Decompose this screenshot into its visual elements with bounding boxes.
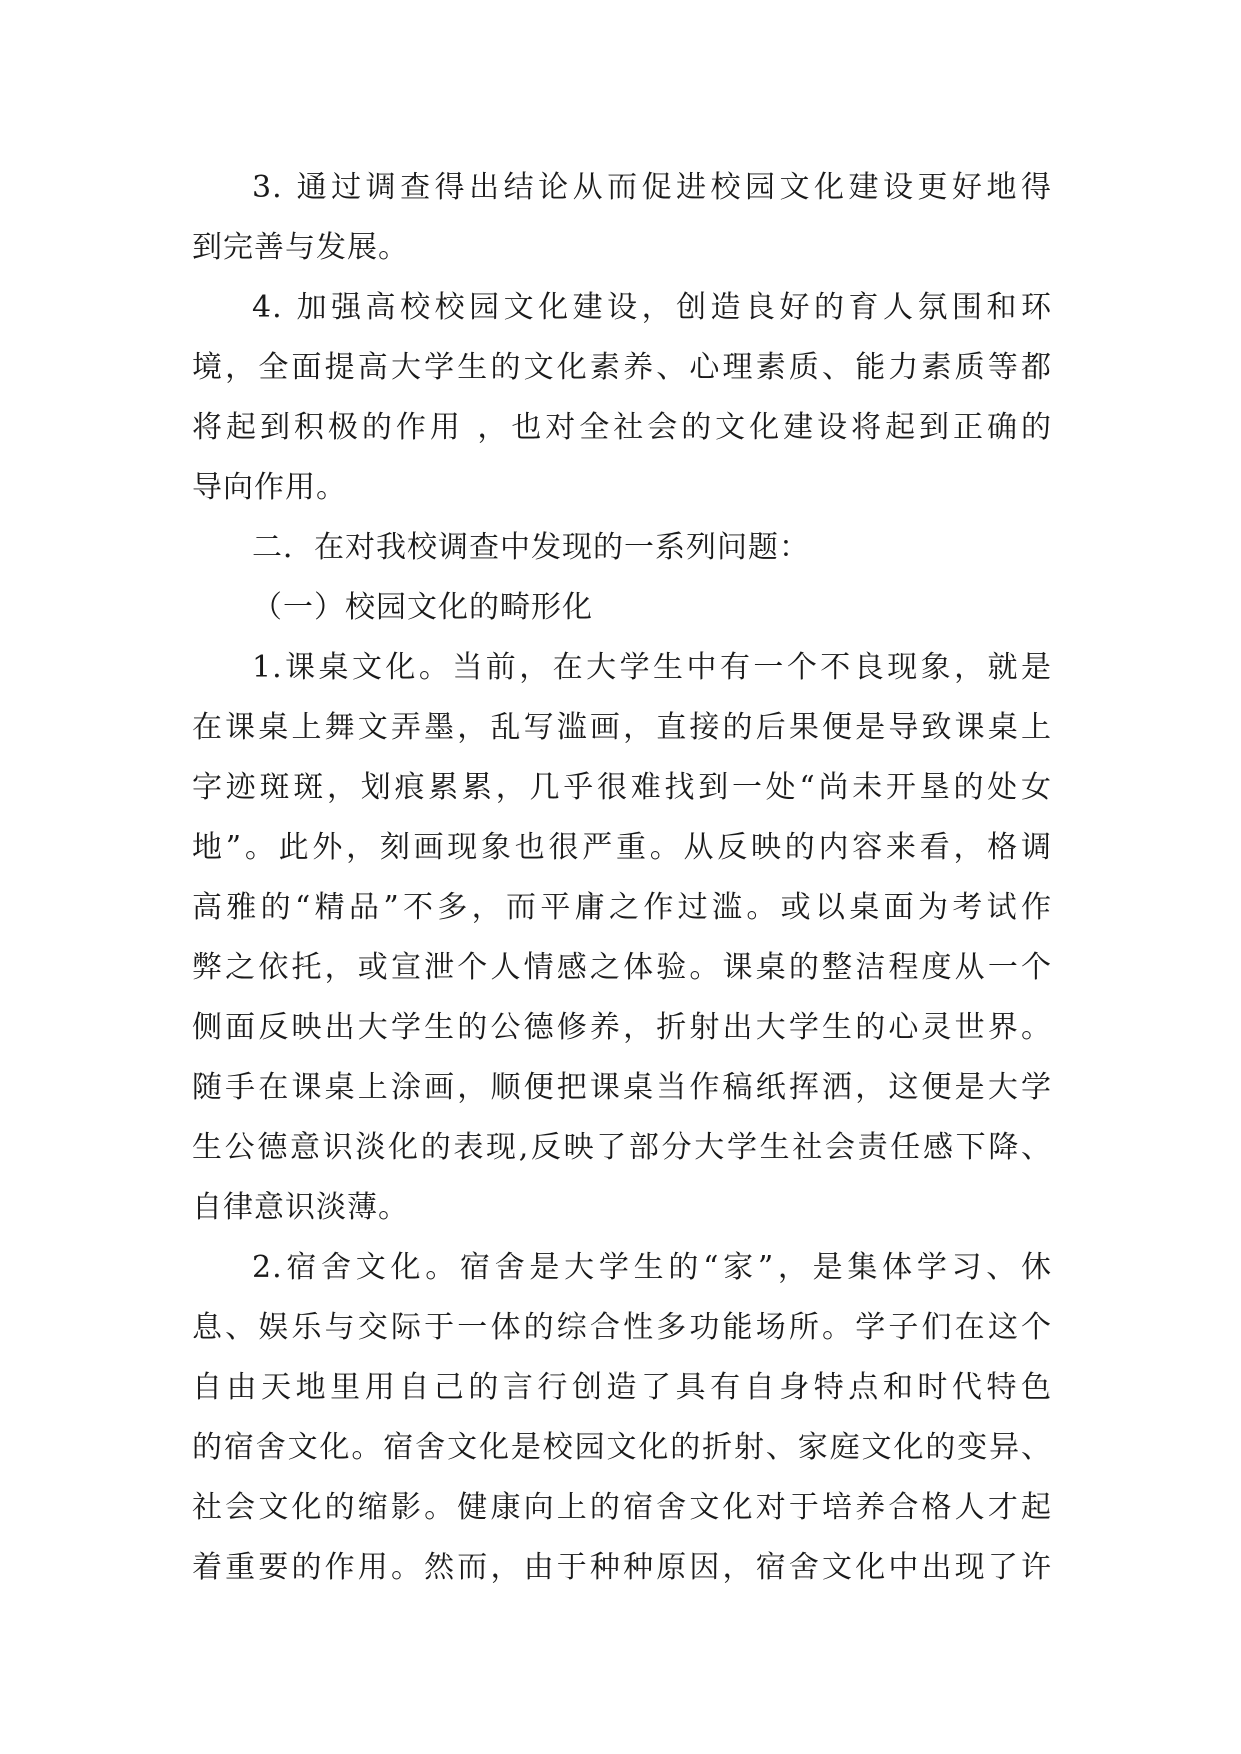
paragraph-4-line-1: 4. 加强高校校园文化建设，创造良好的育人氛围和环 [252, 290, 1052, 325]
paragraph-3-line-1: 3. 通过调查得出结论从而促进校园文化建设更好地得 [252, 170, 1052, 205]
desk-culture-line-2: 在课桌上舞文弄墨，乱写滥画，直接的后果便是导致课桌上 [192, 710, 1052, 745]
dorm-culture-line-3: 自由天地里用自己的言行创造了具有自身特点和时代特色 [192, 1370, 1052, 1405]
dorm-culture-line-6: 着重要的作用。然而，由于种种原因，宿舍文化中出现了许 [192, 1550, 1052, 1585]
desk-culture-line-10: 自律意识淡薄。 [192, 1190, 409, 1225]
paragraph-4-line-2: 境，全面提高大学生的文化素养、心理素质、能力素质等都 [192, 350, 1052, 385]
paragraph-4-line-4: 导向作用。 [192, 470, 347, 505]
dorm-culture-line-2: 息、娱乐与交际于一体的综合性多功能场所。学子们在这个 [192, 1310, 1052, 1345]
desk-culture-line-3: 字迹斑斑，划痕累累，几乎很难找到一处“尚未开垦的处女 [192, 770, 1052, 805]
desk-culture-line-9: 生公德意识淡化的表现,反映了部分大学生社会责任感下降、 [192, 1130, 1052, 1165]
document-body [192, 158, 1052, 1598]
paragraph-3-line-2: 到完善与发展。 [192, 230, 409, 265]
subsection-heading: （一）校园文化的畸形化 [252, 590, 593, 625]
dorm-culture-line-4: 的宿舍文化。宿舍文化是校园文化的折射、家庭文化的变异、 [192, 1430, 1052, 1465]
paragraph-4-line-3: 将起到积极的作用 ，也对全社会的文化建设将起到正确的 [192, 410, 1052, 445]
desk-culture-line-4: 地”。此外，刻画现象也很严重。从反映的内容来看，格调 [192, 830, 1052, 865]
desk-culture-line-6: 弊之依托，或宣泄个人情感之体验。课桌的整洁程度从一个 [192, 950, 1052, 985]
desk-culture-line-1: 1.课桌文化。当前，在大学生中有一个不良现象，就是 [252, 650, 1052, 685]
dorm-culture-line-5: 社会文化的缩影。健康向上的宿舍文化对于培养合格人才起 [192, 1490, 1052, 1525]
desk-culture-line-5: 高雅的“精品”不多，而平庸之作过滥。或以桌面为考试作 [192, 890, 1052, 925]
dorm-culture-line-1: 2.宿舍文化。宿舍是大学生的“家”，是集体学习、休 [252, 1250, 1052, 1285]
section-heading: 二．在对我校调查中发现的一系列问题： [252, 530, 810, 565]
desk-culture-line-7: 侧面反映出大学生的公德修养，折射出大学生的心灵世界。 [192, 1010, 1052, 1045]
desk-culture-line-8: 随手在课桌上涂画，顺便把课桌当作稿纸挥洒，这便是大学 [192, 1070, 1052, 1105]
